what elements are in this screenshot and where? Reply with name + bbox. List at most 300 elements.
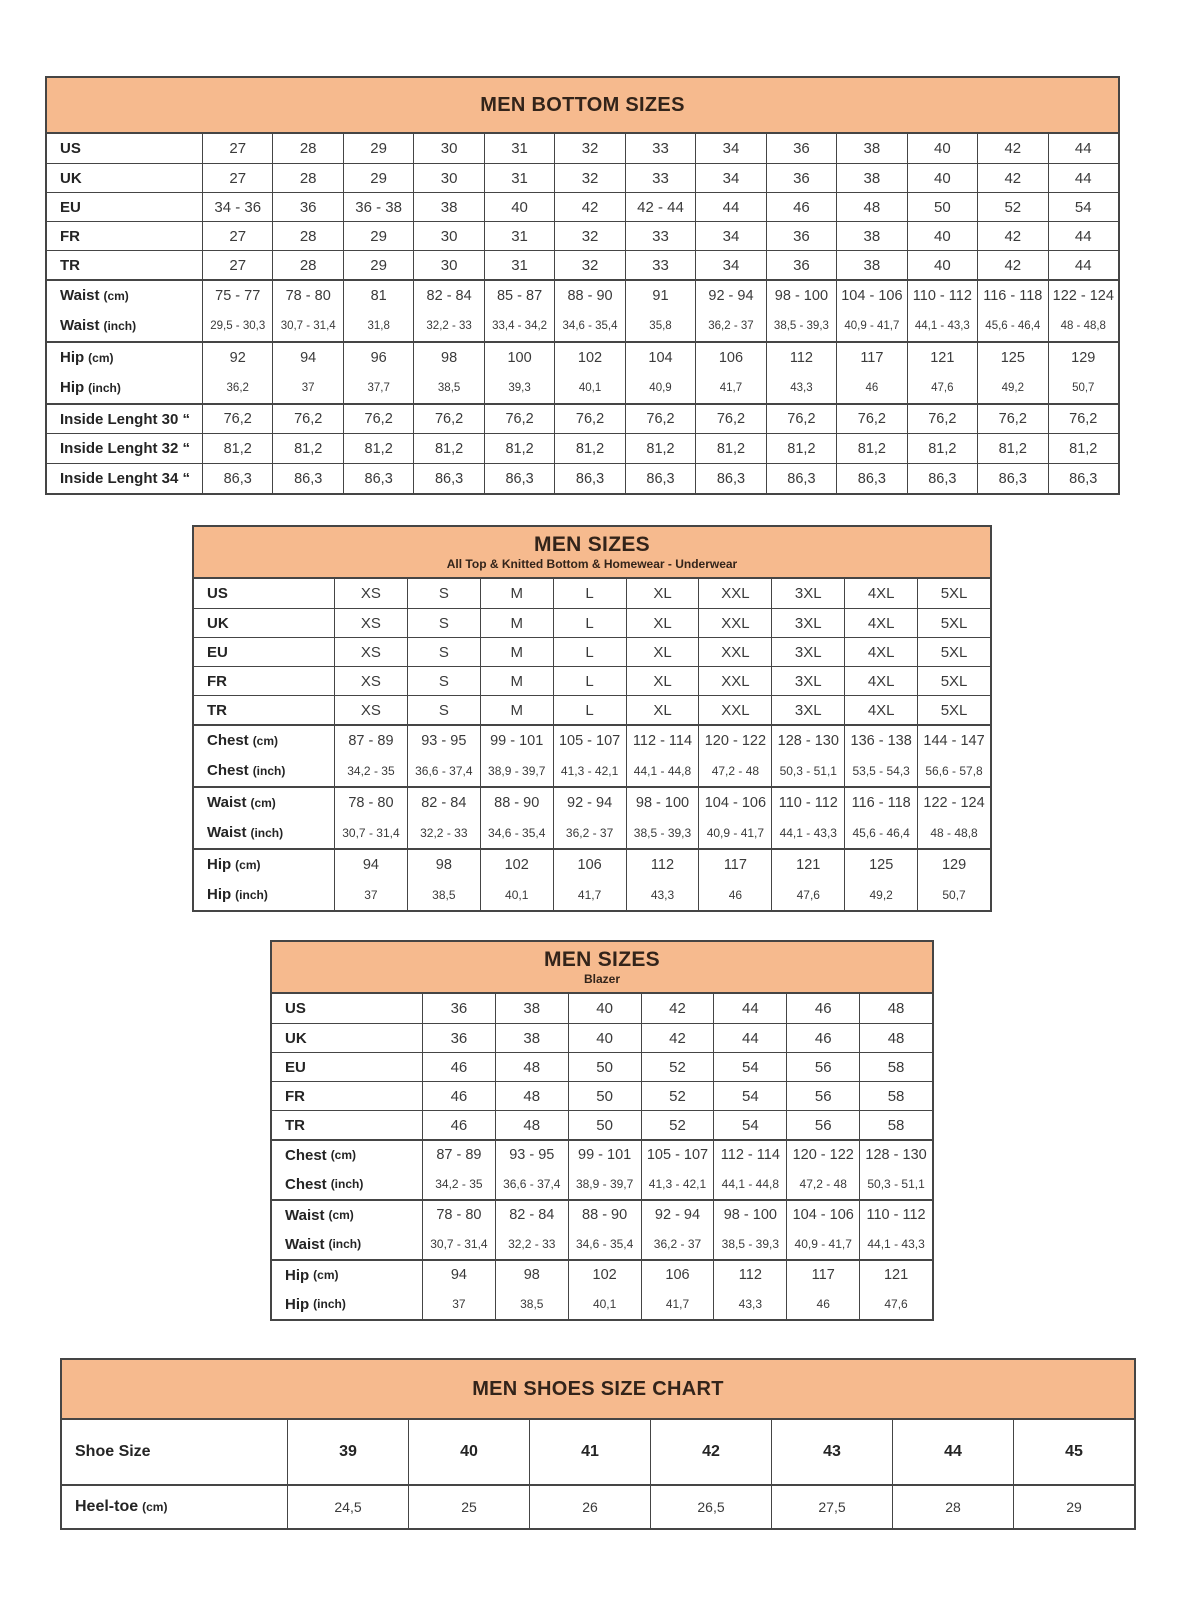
cell: 112 - 114 xyxy=(626,726,699,755)
cell: 41,7 xyxy=(641,1289,714,1319)
cell: 42 xyxy=(650,1420,771,1484)
cell: 34,6 - 35,4 xyxy=(568,1229,641,1259)
row-label: EU xyxy=(285,1058,306,1076)
cell: 36,2 - 37 xyxy=(553,817,626,848)
cell: 82 - 84 xyxy=(407,788,480,817)
cell: 40,9 - 41,7 xyxy=(698,817,771,848)
cell: 81,2 xyxy=(484,434,554,463)
cell: 46 xyxy=(786,1024,859,1052)
cell: 98 xyxy=(413,343,483,372)
cell: 31,8 xyxy=(343,310,413,341)
cell: XS xyxy=(334,609,407,637)
cell: 33 xyxy=(625,251,695,279)
cell: 30,7 - 31,4 xyxy=(334,817,407,848)
cell: 50 xyxy=(568,1082,641,1110)
table-row xyxy=(272,1289,932,1319)
cell: 42 xyxy=(977,222,1047,250)
cell: 37 xyxy=(272,372,342,403)
cell: 36,2 - 37 xyxy=(695,310,765,341)
table-row xyxy=(47,310,1118,341)
cell: 34 xyxy=(695,251,765,279)
row-label: Hip (inch) xyxy=(207,886,268,903)
table-body xyxy=(62,1420,1134,1528)
cell: 28 xyxy=(272,222,342,250)
cell: 45,6 - 46,4 xyxy=(844,817,917,848)
cell: 40 xyxy=(907,251,977,279)
cell: 28 xyxy=(272,164,342,192)
cell: 36 xyxy=(422,994,495,1023)
cell: 104 xyxy=(625,343,695,372)
cell: 50,7 xyxy=(917,879,990,910)
cell: 48 xyxy=(495,1111,568,1139)
cell: 86,3 xyxy=(907,464,977,493)
row-label: UK xyxy=(60,169,82,187)
cell: 76,2 xyxy=(202,405,272,433)
cell: 40 xyxy=(484,193,554,221)
cell: 48 - 48,8 xyxy=(917,817,990,848)
cell: 44 xyxy=(1048,251,1118,279)
cell: 30,7 - 31,4 xyxy=(422,1229,495,1259)
cell: 88 - 90 xyxy=(480,788,553,817)
cell: 34,2 - 35 xyxy=(422,1169,495,1199)
row-label: EU xyxy=(207,643,228,661)
men-bottom-sizes-table xyxy=(45,76,1120,495)
cell: 54 xyxy=(713,1053,786,1081)
cell: 52 xyxy=(641,1111,714,1139)
table-row xyxy=(194,695,990,724)
table-row xyxy=(272,1110,932,1139)
row-label: Waist (inch) xyxy=(285,1235,362,1253)
cell: M xyxy=(480,579,553,608)
cell: 34 xyxy=(695,164,765,192)
cell: 85 - 87 xyxy=(484,281,554,310)
cell: 98 - 100 xyxy=(766,281,836,310)
cell: 29 xyxy=(343,134,413,163)
cell: 31 xyxy=(484,222,554,250)
row-label: TR xyxy=(207,701,227,719)
cell: 33 xyxy=(625,134,695,163)
cell: 36 xyxy=(766,134,836,163)
cell: 54 xyxy=(713,1082,786,1110)
cell: 46 xyxy=(836,372,906,403)
cell: 50 xyxy=(907,193,977,221)
cell: 28 xyxy=(272,251,342,279)
table-header xyxy=(47,78,1118,134)
table-title: MEN SIZES xyxy=(534,532,650,556)
table-row xyxy=(194,786,990,817)
cell: 44,1 - 43,3 xyxy=(907,310,977,341)
cell: 40 xyxy=(907,222,977,250)
cell: 34 - 36 xyxy=(202,193,272,221)
cell: 49,2 xyxy=(977,372,1047,403)
cell: 45,6 - 46,4 xyxy=(977,310,1047,341)
cell: 46 xyxy=(422,1082,495,1110)
cell: 32 xyxy=(554,134,624,163)
cell: 45 xyxy=(1013,1420,1134,1484)
cell: 125 xyxy=(844,850,917,879)
cell: 38,5 - 39,3 xyxy=(713,1229,786,1259)
cell: 121 xyxy=(771,850,844,879)
men-sizes-top-underwear-table xyxy=(192,525,992,912)
cell: 129 xyxy=(917,850,990,879)
cell: 92 xyxy=(202,343,272,372)
table-row xyxy=(194,608,990,637)
cell: 76,2 xyxy=(554,405,624,433)
cell: 58 xyxy=(859,1082,932,1110)
cell: 3XL xyxy=(771,579,844,608)
cell: 44 xyxy=(1048,164,1118,192)
table-body xyxy=(194,579,990,910)
row-label: Chest (cm) xyxy=(285,1146,357,1164)
cell: 28 xyxy=(272,134,342,163)
cell: L xyxy=(553,579,626,608)
cell: 47,6 xyxy=(859,1289,932,1319)
cell: 37 xyxy=(334,879,407,910)
cell: 24,5 xyxy=(287,1486,408,1528)
cell: 52 xyxy=(641,1053,714,1081)
cell: 42 xyxy=(977,251,1047,279)
cell: 36,6 - 37,4 xyxy=(407,755,480,786)
cell: L xyxy=(553,696,626,724)
table-row xyxy=(272,1052,932,1081)
row-label: FR xyxy=(60,227,80,245)
cell: 3XL xyxy=(771,638,844,666)
cell: 56 xyxy=(786,1053,859,1081)
cell: 44,1 - 44,8 xyxy=(713,1169,786,1199)
cell: 116 - 118 xyxy=(977,281,1047,310)
cell: 50,3 - 51,1 xyxy=(771,755,844,786)
cell: 36 xyxy=(766,251,836,279)
cell: 88 - 90 xyxy=(568,1201,641,1229)
cell: 82 - 84 xyxy=(495,1201,568,1229)
cell: 86,3 xyxy=(343,464,413,493)
cell: 78 - 80 xyxy=(334,788,407,817)
row-label: Hip (cm) xyxy=(285,1266,339,1284)
cell: 42 xyxy=(554,193,624,221)
cell: 38,5 xyxy=(407,879,480,910)
cell: 4XL xyxy=(844,696,917,724)
table-row xyxy=(194,579,990,608)
row-label: Inside Lenght 30 “ xyxy=(60,410,191,428)
cell: 32,2 - 33 xyxy=(407,817,480,848)
cell: 36,2 xyxy=(202,372,272,403)
cell: 44 xyxy=(713,994,786,1023)
cell: 81,2 xyxy=(977,434,1047,463)
cell: 112 xyxy=(766,343,836,372)
cell: 40 xyxy=(568,994,641,1023)
cell: 46 xyxy=(422,1053,495,1081)
cell: 42 xyxy=(977,164,1047,192)
table-body xyxy=(47,134,1118,493)
cell: 76,2 xyxy=(272,405,342,433)
cell: 81,2 xyxy=(272,434,342,463)
cell: 43,3 xyxy=(766,372,836,403)
cell: 53,5 - 54,3 xyxy=(844,755,917,786)
cell: 81,2 xyxy=(836,434,906,463)
table-row xyxy=(194,848,990,879)
cell: 144 - 147 xyxy=(917,726,990,755)
cell: 31 xyxy=(484,251,554,279)
cell: 52 xyxy=(641,1082,714,1110)
cell: 98 - 100 xyxy=(713,1201,786,1229)
table-row xyxy=(47,250,1118,279)
table-row xyxy=(272,1259,932,1289)
table-title: MEN SIZES xyxy=(544,947,660,971)
cell: 50 xyxy=(568,1053,641,1081)
cell: 56 xyxy=(786,1111,859,1139)
table-row xyxy=(62,1484,1134,1528)
row-label: Waist (inch) xyxy=(207,824,284,841)
table-row xyxy=(194,879,990,910)
cell: 40,9 - 41,7 xyxy=(786,1229,859,1259)
cell: S xyxy=(407,609,480,637)
cell: 33 xyxy=(625,222,695,250)
table-row xyxy=(47,463,1118,493)
cell: 110 - 112 xyxy=(859,1201,932,1229)
row-label: FR xyxy=(285,1087,305,1105)
cell: 39 xyxy=(287,1420,408,1484)
cell: 43,3 xyxy=(626,879,699,910)
cell: 56,6 - 57,8 xyxy=(917,755,990,786)
cell: 27 xyxy=(202,134,272,163)
cell: 30,7 - 31,4 xyxy=(272,310,342,341)
row-label: Heel-toe (cm) xyxy=(75,1498,168,1515)
cell: 86,3 xyxy=(1048,464,1118,493)
cell: 40 xyxy=(907,164,977,192)
cell: 40 xyxy=(568,1024,641,1052)
cell: 36 xyxy=(272,193,342,221)
cell: 52 xyxy=(977,193,1047,221)
cell: 39,3 xyxy=(484,372,554,403)
cell: 100 xyxy=(484,343,554,372)
cell: 38 xyxy=(836,134,906,163)
cell: 86,3 xyxy=(484,464,554,493)
cell: 76,2 xyxy=(484,405,554,433)
cell: 86,3 xyxy=(695,464,765,493)
table-row xyxy=(272,1081,932,1110)
cell: 40,1 xyxy=(554,372,624,403)
row-label: Hip (inch) xyxy=(60,379,121,396)
cell: 41,7 xyxy=(695,372,765,403)
cell: 27 xyxy=(202,222,272,250)
table-row xyxy=(272,1023,932,1052)
cell: XS xyxy=(334,579,407,608)
cell: 43 xyxy=(771,1420,892,1484)
table-row xyxy=(47,221,1118,250)
row-label: UK xyxy=(207,614,229,632)
table-row xyxy=(194,666,990,695)
cell: XL xyxy=(626,609,699,637)
cell: 102 xyxy=(554,343,624,372)
cell: 42 xyxy=(641,1024,714,1052)
cell: 37 xyxy=(422,1289,495,1319)
cell: 26,5 xyxy=(650,1486,771,1528)
row-label: US xyxy=(60,140,81,157)
cell: 34,6 - 35,4 xyxy=(480,817,553,848)
cell: 36,2 - 37 xyxy=(641,1229,714,1259)
table-subtitle: All Top & Knitted Bottom & Homewear - Underwear xyxy=(446,556,738,571)
cell: 47,2 - 48 xyxy=(698,755,771,786)
cell: L xyxy=(553,638,626,666)
cell: 48 xyxy=(836,193,906,221)
cell: 49,2 xyxy=(844,879,917,910)
cell: 122 - 124 xyxy=(1048,281,1118,310)
cell: 29 xyxy=(1013,1486,1134,1528)
cell: 29 xyxy=(343,164,413,192)
cell: 46 xyxy=(786,1289,859,1319)
table-row xyxy=(194,755,990,786)
cell: 42 xyxy=(977,134,1047,163)
cell: 47,2 - 48 xyxy=(786,1169,859,1199)
cell: 110 - 112 xyxy=(907,281,977,310)
cell: 38 xyxy=(836,222,906,250)
cell: 99 - 101 xyxy=(568,1141,641,1169)
cell: 122 - 124 xyxy=(917,788,990,817)
cell: 82 - 84 xyxy=(413,281,483,310)
cell: 56 xyxy=(786,1082,859,1110)
cell: 121 xyxy=(859,1261,932,1289)
cell: 81 xyxy=(343,281,413,310)
cell: 46 xyxy=(422,1111,495,1139)
cell: 5XL xyxy=(917,696,990,724)
cell: S xyxy=(407,667,480,695)
cell: XL xyxy=(626,667,699,695)
cell: 105 - 107 xyxy=(553,726,626,755)
cell: M xyxy=(480,667,553,695)
cell: 76,2 xyxy=(977,405,1047,433)
table-header xyxy=(194,527,990,579)
cell: 48 - 48,8 xyxy=(1048,310,1118,341)
cell: M xyxy=(480,696,553,724)
cell: 86,3 xyxy=(977,464,1047,493)
cell: 104 - 106 xyxy=(786,1201,859,1229)
cell: 129 xyxy=(1048,343,1118,372)
row-label: TR xyxy=(60,256,80,274)
cell: 92 - 94 xyxy=(641,1201,714,1229)
cell: 117 xyxy=(698,850,771,879)
row-label: FR xyxy=(207,672,227,690)
cell: 76,2 xyxy=(695,405,765,433)
row-label: US xyxy=(207,585,228,602)
cell: 102 xyxy=(568,1261,641,1289)
row-label: Waist (cm) xyxy=(285,1206,354,1224)
cell: 33,4 - 34,2 xyxy=(484,310,554,341)
cell: 5XL xyxy=(917,609,990,637)
table-header xyxy=(272,942,932,994)
cell: 81,2 xyxy=(625,434,695,463)
table-row xyxy=(47,403,1118,433)
cell: 117 xyxy=(786,1261,859,1289)
cell: 76,2 xyxy=(413,405,483,433)
cell: 48 xyxy=(859,994,932,1023)
cell: 34 xyxy=(695,134,765,163)
cell: 78 - 80 xyxy=(422,1201,495,1229)
cell: 81,2 xyxy=(413,434,483,463)
table-body xyxy=(272,994,932,1319)
cell: 5XL xyxy=(917,667,990,695)
cell: 48 xyxy=(859,1024,932,1052)
cell: 98 xyxy=(407,850,480,879)
cell: 81,2 xyxy=(766,434,836,463)
cell: 86,3 xyxy=(836,464,906,493)
cell: 41 xyxy=(529,1420,650,1484)
row-label: Hip (cm) xyxy=(60,349,114,366)
cell: 41,3 - 42,1 xyxy=(553,755,626,786)
cell: 54 xyxy=(1048,193,1118,221)
cell: 4XL xyxy=(844,579,917,608)
table-row xyxy=(47,192,1118,221)
table-row xyxy=(272,1139,932,1169)
row-label: Shoe Size xyxy=(75,1443,151,1460)
cell: XS xyxy=(334,667,407,695)
cell: 48 xyxy=(495,1053,568,1081)
table-row xyxy=(47,341,1118,372)
table-subtitle: Blazer xyxy=(583,971,621,986)
cell: 58 xyxy=(859,1111,932,1139)
cell: L xyxy=(553,667,626,695)
cell: 81,2 xyxy=(695,434,765,463)
cell: XS xyxy=(334,696,407,724)
cell: 44 xyxy=(892,1420,1013,1484)
cell: 34 xyxy=(695,222,765,250)
row-label: Waist (cm) xyxy=(207,794,276,811)
cell: XXL xyxy=(698,609,771,637)
cell: 36 xyxy=(422,1024,495,1052)
cell: 117 xyxy=(836,343,906,372)
cell: 50,3 - 51,1 xyxy=(859,1169,932,1199)
cell: 38 xyxy=(495,994,568,1023)
row-label: Chest (inch) xyxy=(285,1175,364,1193)
cell: 106 xyxy=(641,1261,714,1289)
cell: 31 xyxy=(484,134,554,163)
cell: 27,5 xyxy=(771,1486,892,1528)
cell: 136 - 138 xyxy=(844,726,917,755)
cell: 29,5 - 30,3 xyxy=(202,310,272,341)
table-row xyxy=(194,637,990,666)
cell: 76,2 xyxy=(766,405,836,433)
cell: 3XL xyxy=(771,667,844,695)
table-row xyxy=(62,1420,1134,1484)
cell: 5XL xyxy=(917,638,990,666)
cell: 41,3 - 42,1 xyxy=(641,1169,714,1199)
table-row xyxy=(272,1229,932,1259)
cell: 40,1 xyxy=(568,1289,641,1319)
cell: 106 xyxy=(695,343,765,372)
cell: 102 xyxy=(480,850,553,879)
cell: 38 xyxy=(413,193,483,221)
row-label: Chest (inch) xyxy=(207,762,286,779)
cell: 44,1 - 43,3 xyxy=(859,1229,932,1259)
cell: 30 xyxy=(413,164,483,192)
cell: 92 - 94 xyxy=(695,281,765,310)
cell: 46 xyxy=(766,193,836,221)
cell: 44 xyxy=(1048,134,1118,163)
cell: 38,5 - 39,3 xyxy=(766,310,836,341)
cell: 42 - 44 xyxy=(625,193,695,221)
row-label: Waist (inch) xyxy=(60,317,137,334)
table-header xyxy=(62,1360,1134,1420)
cell: XL xyxy=(626,579,699,608)
cell: 4XL xyxy=(844,667,917,695)
table-row xyxy=(47,163,1118,192)
row-label: Chest (cm) xyxy=(207,732,279,749)
cell: 36 - 38 xyxy=(343,193,413,221)
cell: 44,1 - 43,3 xyxy=(771,817,844,848)
table-title: MEN SHOES SIZE CHART xyxy=(472,1377,724,1400)
cell: 81,2 xyxy=(343,434,413,463)
cell: 35,8 xyxy=(625,310,695,341)
cell: 34,6 - 35,4 xyxy=(554,310,624,341)
